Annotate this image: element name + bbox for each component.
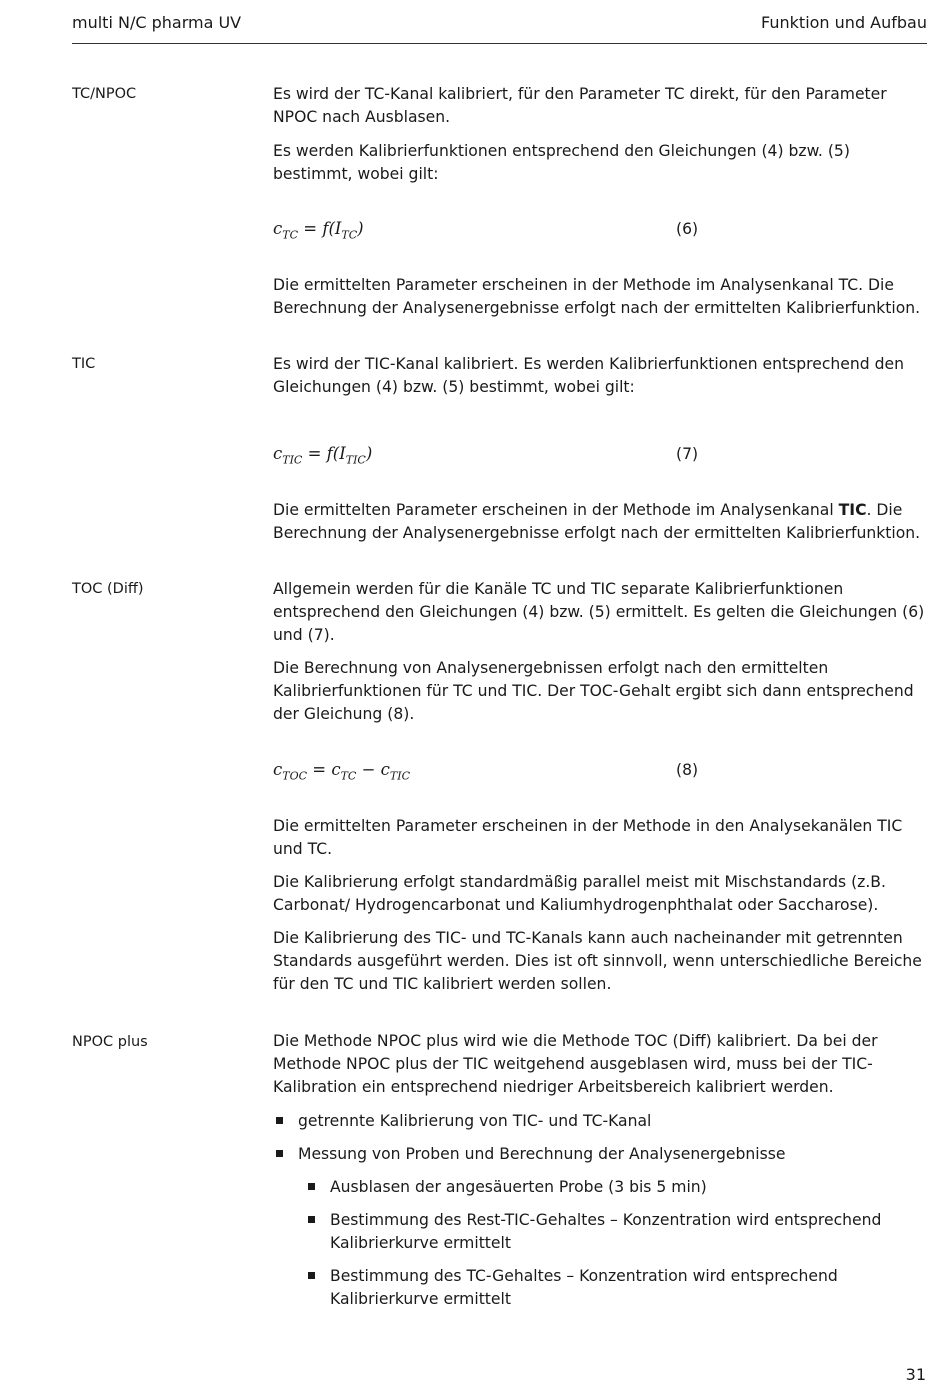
paragraph: Die Methode NPOC plus wird wie die Methode TOC (Diff) kalibriert. Da bei der Methode NPOC plus der TIC weitgehend ausgeblasen wird, muss bei der TIC-Kalibration ein entsprechend niedriger Arbeitsbereich kalibriert werden. [273,1032,878,1096]
list-item: Ausblasen der angesäuerten Probe (3 bis 5 min) [305,1176,928,1199]
equation-number: (6) [676,220,699,238]
paragraph: Die Kalibrierung des TIC- und TC-Kanals kann auch nacheinander mit getrennten Standards ausgeführt werden. Dies ist oft sinnvoll, wenn unterschiedliche Bereiche für den TC und TIC kalibriert werden sollen. [273,929,922,993]
paragraph: Die ermittelten Parameter erscheinen in der Methode in den Analysekanälen TIC und TC. [273,817,903,858]
paragraph: Die Kalibrierung erfolgt standardmäßig parallel meist mit Mischstandards (z.B. Carbonat/ Hydrogencarbonat und Kaliumhydrogenphthalat oder Saccharose). [273,873,886,914]
paragraph: Es wird der TC-Kanal kalibriert, für den Parameter TC direkt, für den Parameter NPOC nach Ausblasen. [273,85,887,126]
bullet-square-icon [308,1272,315,1279]
section-label-tcnpoc: TC/NPOC [72,86,137,102]
header-section: Funktion und Aufbau [761,13,927,32]
list-item: Bestimmung des Rest-TIC-Gehaltes – Konzentration wird entsprechend Kalibrierkurve ermittelt [305,1209,928,1255]
equation-6: $c_{TC} = f(I_{TC})$ [273,219,364,242]
paragraph: Es werden Kalibrierfunktionen entsprechend den Gleichungen (4) bzw. (5) bestimmt, wobei gilt: [273,142,850,183]
tcnpoc-text [273,83,928,186]
equation-7: $c_{TIC} = f(I_{TIC})$ [273,444,373,467]
equation-8: $c_{TOC} = c_{TC} - c_{TIC}$ [273,760,411,783]
paragraph: Allgemein werden für die Kanäle TC und TIC separate Kalibrierfunktionen entsprechend den Gleichungen (4) bzw. (5) ermittelt. Es gelten die Gleichungen (6) und (7). [273,580,925,644]
equation-number: (7) [676,445,699,463]
header-title: multi N/C pharma UV [72,13,242,32]
npocplus-text [273,1030,928,1099]
equation-number: (8) [676,761,699,779]
list-item: Messung von Proben und Berechnung der Analysenergebnisse [273,1143,928,1166]
tocdiff-text [273,578,928,726]
tic-text-2 [273,499,928,545]
paragraph: Es wird der TIC-Kanal kalibriert. Es werden Kalibrierfunktionen entsprechend den Gleichungen (4) bzw. (5) bestimmt, wobei gilt: [273,355,904,396]
tcnpoc-text-2 [273,274,928,320]
section-label-npocplus: NPOC plus [72,1034,148,1050]
section-label-tic: TIC [72,356,96,372]
paragraph: Die Berechnung von Analysenergebnissen erfolgt nach den ermittelten Kalibrierfunktionen für TC und TIC. Der TOC-Gehalt ergibt sich dann entsprechend der Gleichung (8). [273,659,914,723]
tic-text [273,353,928,399]
page-number: 31 [905,1365,926,1384]
tocdiff-text-2 [273,815,928,996]
bullet-square-icon [276,1150,283,1157]
bullet-list [273,1110,928,1321]
list-item: getrennte Kalibrierung von TIC- und TC-Kanal [273,1110,928,1133]
paragraph: Die ermittelten Parameter erscheinen in der Methode im Analysenkanal TC. Die Berechnung der Analysenergebnisse erfolgt nach der ermittelten Kalibrierfunktion. [273,276,921,317]
list-item: Bestimmung des TC-Gehaltes – Konzentration wird entsprechend Kalibrierkurve ermittelt [305,1265,928,1311]
bullet-square-icon [308,1216,315,1223]
paragraph: Die ermittelten Parameter erscheinen in der Methode im Analysenkanal TIC. Die Berechnung der Analysenergebnisse erfolgt nach der ermittelten Kalibrierfunktion. [273,501,921,542]
page-header [72,13,927,44]
bullet-square-icon [276,1117,283,1124]
bullet-square-icon [308,1183,315,1190]
section-label-tocdiff: TOC (Diff) [72,581,144,597]
